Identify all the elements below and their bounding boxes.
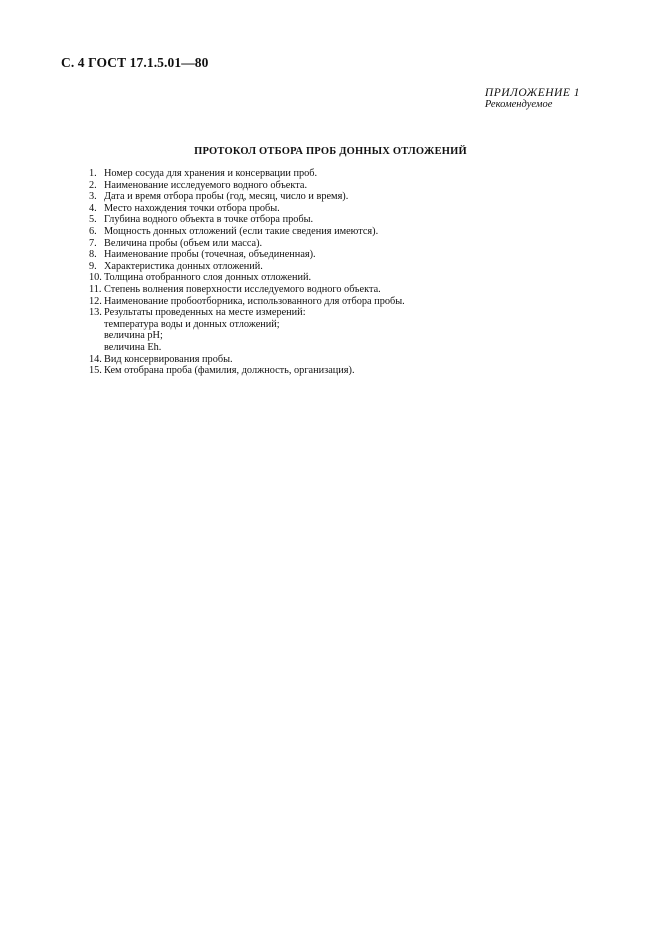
item-text: Номер сосуда для хранения и консервации проб.	[104, 168, 318, 179]
list-item	[89, 261, 405, 273]
item-number: 15.	[89, 365, 102, 377]
item-text: Наименование пробы (точечная, объединенная).	[104, 249, 316, 261]
item-text: Величина пробы (объем или масса).	[104, 237, 263, 249]
sub-list-item	[89, 319, 405, 331]
document-title: ПРОТОКОЛ ОТБОРА ПРОБ ДОННЫХ ОТЛОЖЕНИЙ	[194, 146, 467, 157]
list-item	[89, 180, 405, 192]
item-text: Толщина отобранного слоя донных отложений.	[104, 272, 312, 284]
item-number: 7.	[89, 237, 97, 249]
appendix-label	[485, 87, 580, 111]
list-item	[89, 354, 405, 366]
list-item	[89, 203, 405, 215]
list-item	[89, 238, 405, 250]
sub-item-text: температура воды и донных отложений;	[104, 318, 280, 330]
list-item	[89, 307, 405, 319]
item-text: Глубина водного объекта в точке отбора пробы.	[104, 214, 314, 226]
item-text: Степень волнения поверхности исследуемого водного объекта.	[104, 283, 381, 295]
item-text: Вид консервирования пробы.	[104, 353, 233, 365]
list-item	[89, 191, 405, 203]
item-number: 13.	[89, 307, 102, 319]
list-item	[89, 365, 405, 377]
page-header-ref: С. 4 ГОСТ 17.1.5.01—80	[61, 55, 209, 70]
item-text: Результаты проведенных на месте измерений:	[104, 307, 306, 319]
item-text: Место нахождения точки отбора пробы.	[104, 202, 280, 214]
item-number: 5.	[89, 214, 97, 226]
item-text: Наименование исследуемого водного объекта.	[104, 179, 308, 191]
appendix-title: ПРИЛОЖЕНИЕ 1	[484, 87, 580, 99]
item-number: 3.	[89, 191, 97, 203]
list-item	[89, 249, 405, 261]
protocol-items-list	[89, 168, 405, 377]
item-number: 10.	[89, 272, 102, 284]
item-number: 1.	[89, 168, 97, 179]
sub-list-item	[89, 342, 405, 354]
item-number: 11.	[89, 283, 102, 295]
list-item	[89, 284, 405, 296]
sub-list-item	[89, 330, 405, 342]
item-number: 4.	[89, 202, 97, 214]
item-text: Кем отобрана проба (фамилия, должность, организация).	[104, 365, 355, 377]
item-number: 14.	[89, 353, 102, 365]
item-text: Мощность донных отложений (если такие сведения имеются).	[104, 225, 379, 237]
item-number: 9.	[89, 260, 97, 272]
sub-item-text: величина pH;	[104, 330, 163, 342]
list-item	[89, 168, 405, 180]
item-text: Характеристика донных отложений.	[104, 260, 263, 272]
list-item	[89, 214, 405, 226]
list-item	[89, 272, 405, 284]
list-item	[89, 226, 405, 238]
item-text: Дата и время отбора пробы (год, месяц, число и время).	[104, 191, 349, 203]
item-number: 6.	[89, 225, 97, 237]
item-text: Наименование пробоотборника, использованного для отбора пробы.	[104, 295, 405, 307]
item-number: 8.	[89, 249, 97, 261]
list-item	[89, 296, 405, 308]
appendix-subtitle: Рекомендуемое	[484, 99, 553, 110]
item-number: 12.	[89, 295, 102, 307]
sub-item-text: величина Eh.	[104, 341, 162, 353]
item-number: 2.	[89, 179, 97, 191]
